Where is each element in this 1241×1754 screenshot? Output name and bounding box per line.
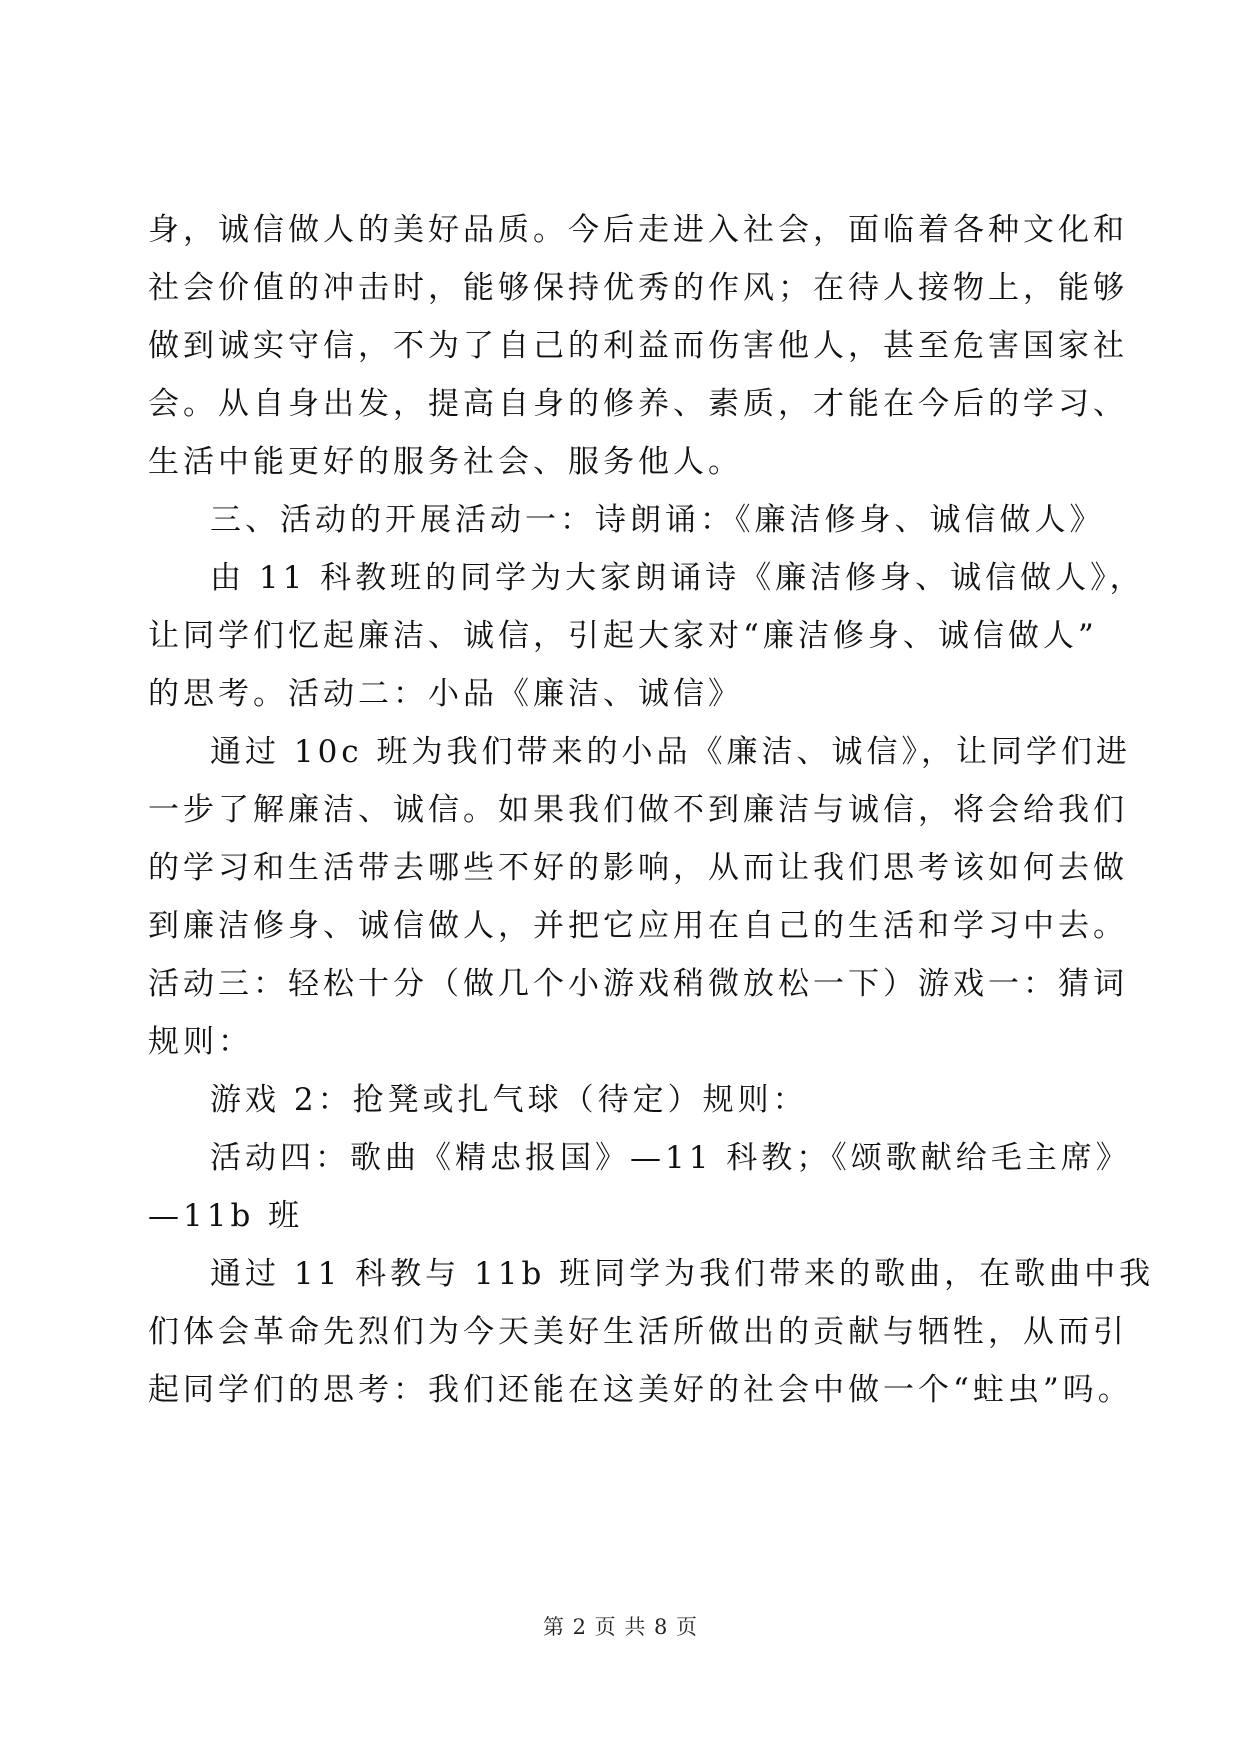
page-number: 第 2 页 共 8 页 bbox=[542, 1615, 699, 1639]
text-line: 一步了解廉洁、诚信。如果我们做不到廉洁与诚信，将会给我们 bbox=[148, 792, 1128, 828]
text-line: 社会价值的冲击时，能够保持优秀的作风；在待人接物上，能够 bbox=[148, 270, 1128, 306]
text-line: 由 11 科教班的同学为大家朗诵诗《廉洁修身、诚信做人》， bbox=[210, 560, 1145, 596]
text-line: 到廉洁修身、诚信做人，并把它应用在自己的生活和学习中去。 bbox=[148, 908, 1128, 944]
text-line: 会。从自身出发，提高自身的修养、素质，才能在今后的学习、 bbox=[148, 386, 1128, 422]
text-line: 活动四：歌曲《精忠报国》—11 科教；《颂歌献给毛主席》 bbox=[210, 1140, 1131, 1176]
text-line: 的学习和生活带去哪些不好的影响，从而让我们思考该如何去做 bbox=[148, 850, 1128, 886]
text-line: 活动三：轻松十分（做几个小游戏稍微放松一下）游戏一：猜词 bbox=[148, 966, 1128, 1002]
text-line: 通过 11 科教与 11b 班同学为我们带来的歌曲，在歌曲中我 bbox=[210, 1256, 1155, 1292]
text-line: 游戏 2：抢凳或扎气球（待定）规则： bbox=[210, 1082, 808, 1118]
text-line: 做到诚实守信，不为了自己的利益而伤害他人，甚至危害国家社 bbox=[148, 328, 1128, 364]
text-line: 让同学们忆起廉洁、诚信，引起大家对“廉洁修身、诚信做人” bbox=[148, 618, 1098, 654]
text-line: 规则： bbox=[148, 1024, 253, 1060]
text-line: 身，诚信做人的美好品质。今后走进入社会，面临着各种文化和 bbox=[148, 212, 1128, 248]
section-heading: 三、活动的开展活动一：诗朗诵：《廉洁修身、诚信做人》 bbox=[210, 502, 1105, 538]
text-line: 的思考。活动二：小品《廉洁、诚信》 bbox=[148, 676, 743, 712]
text-line: 生活中能更好的服务社会、服务他人。 bbox=[148, 444, 743, 480]
text-line: 起同学们的思考：我们还能在这美好的社会中做一个“蛀虫”吗。 bbox=[148, 1372, 1133, 1408]
text-line: 们体会革命先烈们为今天美好生活所做出的贡献与牺牲，从而引 bbox=[148, 1314, 1128, 1350]
text-line: —11b 班 bbox=[148, 1198, 304, 1234]
text-line: 通过 10c 班为我们带来的小品《廉洁、诚信》，让同学们进 bbox=[210, 734, 1132, 770]
